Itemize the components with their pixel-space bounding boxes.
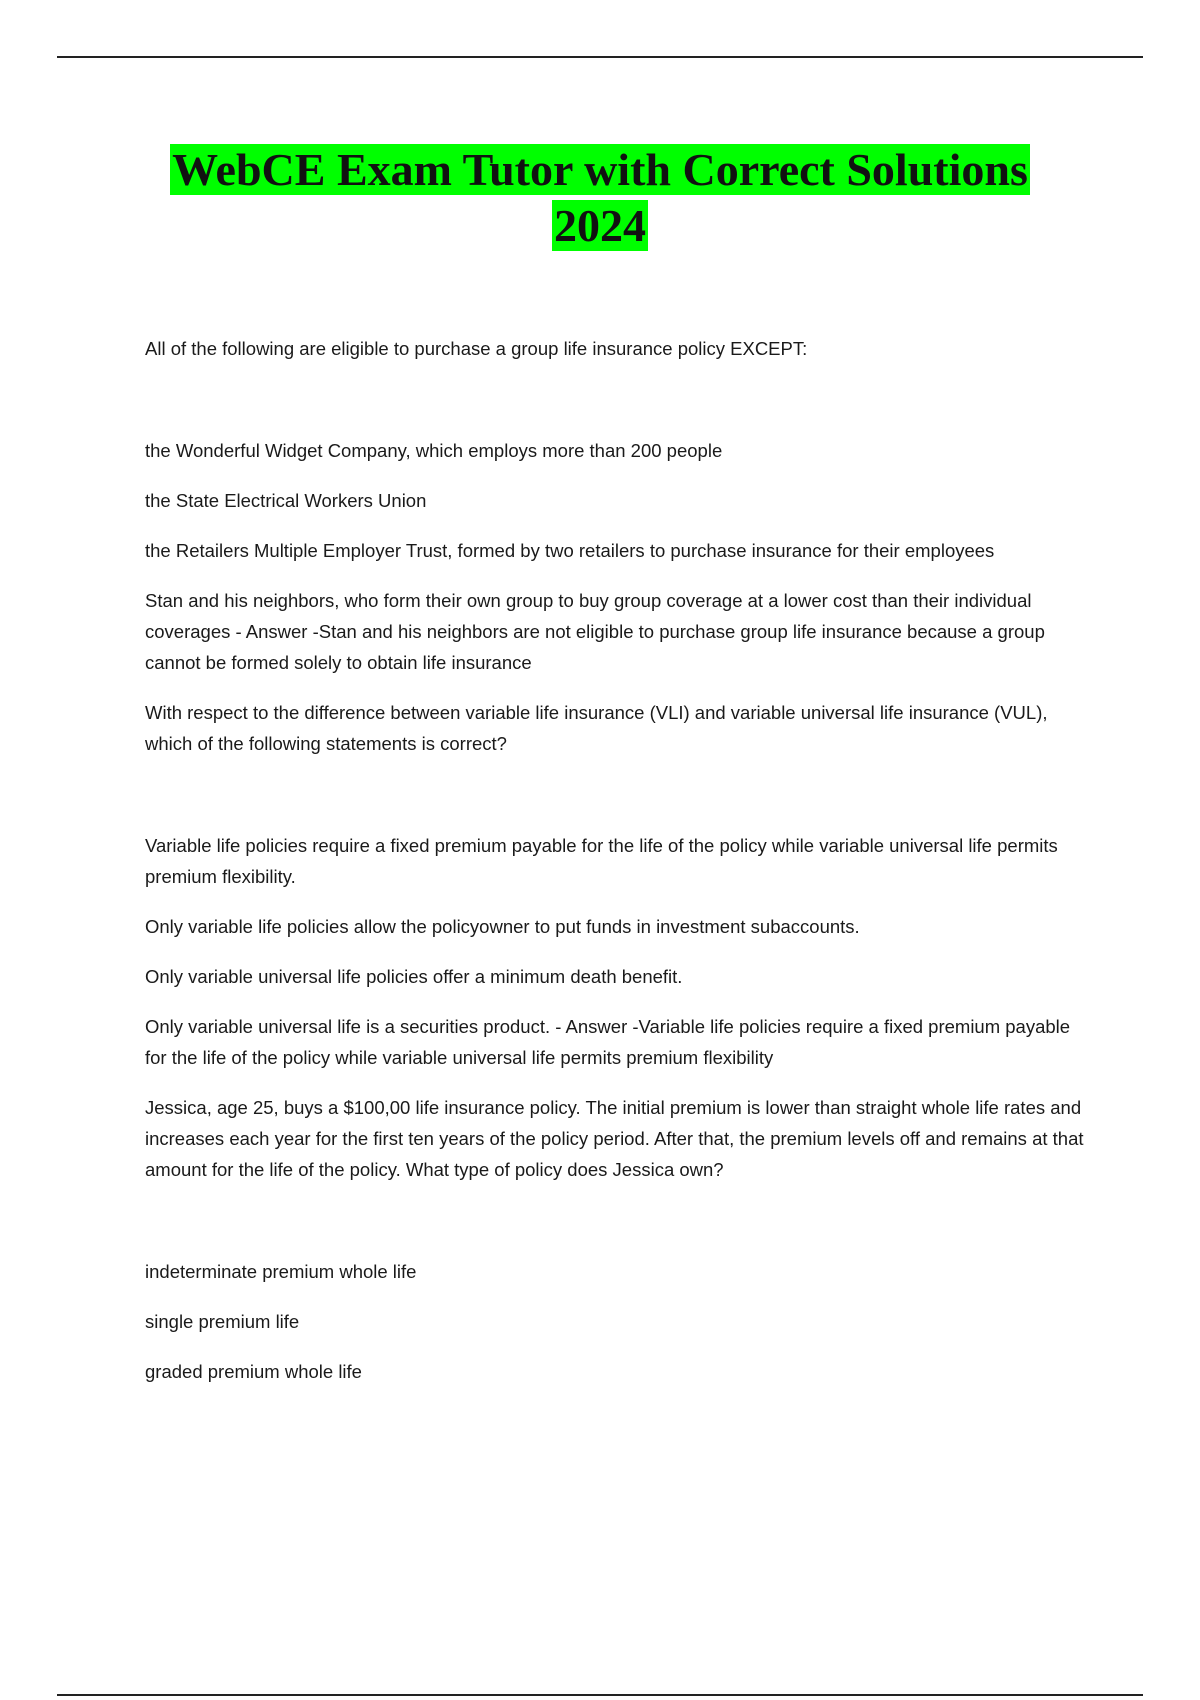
title-line-1: WebCE Exam Tutor with Correct Solutions <box>172 144 1028 195</box>
q1-option-3: the Retailers Multiple Employer Trust, formed by two retailers to purchase insurance for their employees <box>145 540 995 561</box>
q3-option-1: indeterminate premium whole life <box>145 1261 417 1282</box>
q1-option-1: the Wonderful Widget Company, which employs more than 200 people <box>145 440 723 461</box>
title-block <box>0 142 1200 254</box>
title-line-2: 2024 <box>554 200 646 251</box>
document-body <box>145 333 1090 1406</box>
document-title <box>0 142 1200 254</box>
q2-option-3: Only variable universal life policies offer a minimum death benefit. <box>145 966 683 987</box>
spacer <box>145 759 1090 830</box>
q1-option-2: the State Electrical Workers Union <box>145 490 427 511</box>
q2-option-4-answer: Only variable universal life is a securities product. - Answer -Variable life policies require a fixed premium payable for the life of the policy while variable universal life permits premium flexibility <box>145 1016 1071 1068</box>
q3-option-2: single premium life <box>145 1311 300 1332</box>
q3-question: Jessica, age 25, buys a $100,00 life insurance policy. The initial premium is lower than straight whole life rates and increases each year for the first ten years of the policy period. After that, the premium levels off and remains at that amount for the life of the policy. What type of policy does Jessica own? <box>145 1097 1084 1180</box>
spacer <box>145 364 1090 435</box>
q3-option-3: graded premium whole life <box>145 1361 362 1382</box>
spacer <box>145 1185 1090 1256</box>
header-rule <box>57 56 1143 58</box>
q1-option-4-answer: Stan and his neighbors, who form their own group to buy group coverage at a lower cost than their individual coverages - Answer -Stan and his neighbors are not eligible to purchase group life insurance because a group cannot be formed solely to obtain life insurance <box>145 590 1045 673</box>
footer-rule <box>57 1694 1143 1696</box>
q2-option-1: Variable life policies require a fixed premium payable for the life of the policy while variable universal life permits premium flexibility. <box>145 835 1058 887</box>
q1-question: All of the following are eligible to purchase a group life insurance policy EXCEPT: <box>145 338 808 359</box>
q2-option-2: Only variable life policies allow the policyowner to put funds in investment subaccounts. <box>145 916 860 937</box>
q2-question: With respect to the difference between variable life insurance (VLI) and variable universal life insurance (VUL), which of the following statements is correct? <box>145 702 1048 754</box>
